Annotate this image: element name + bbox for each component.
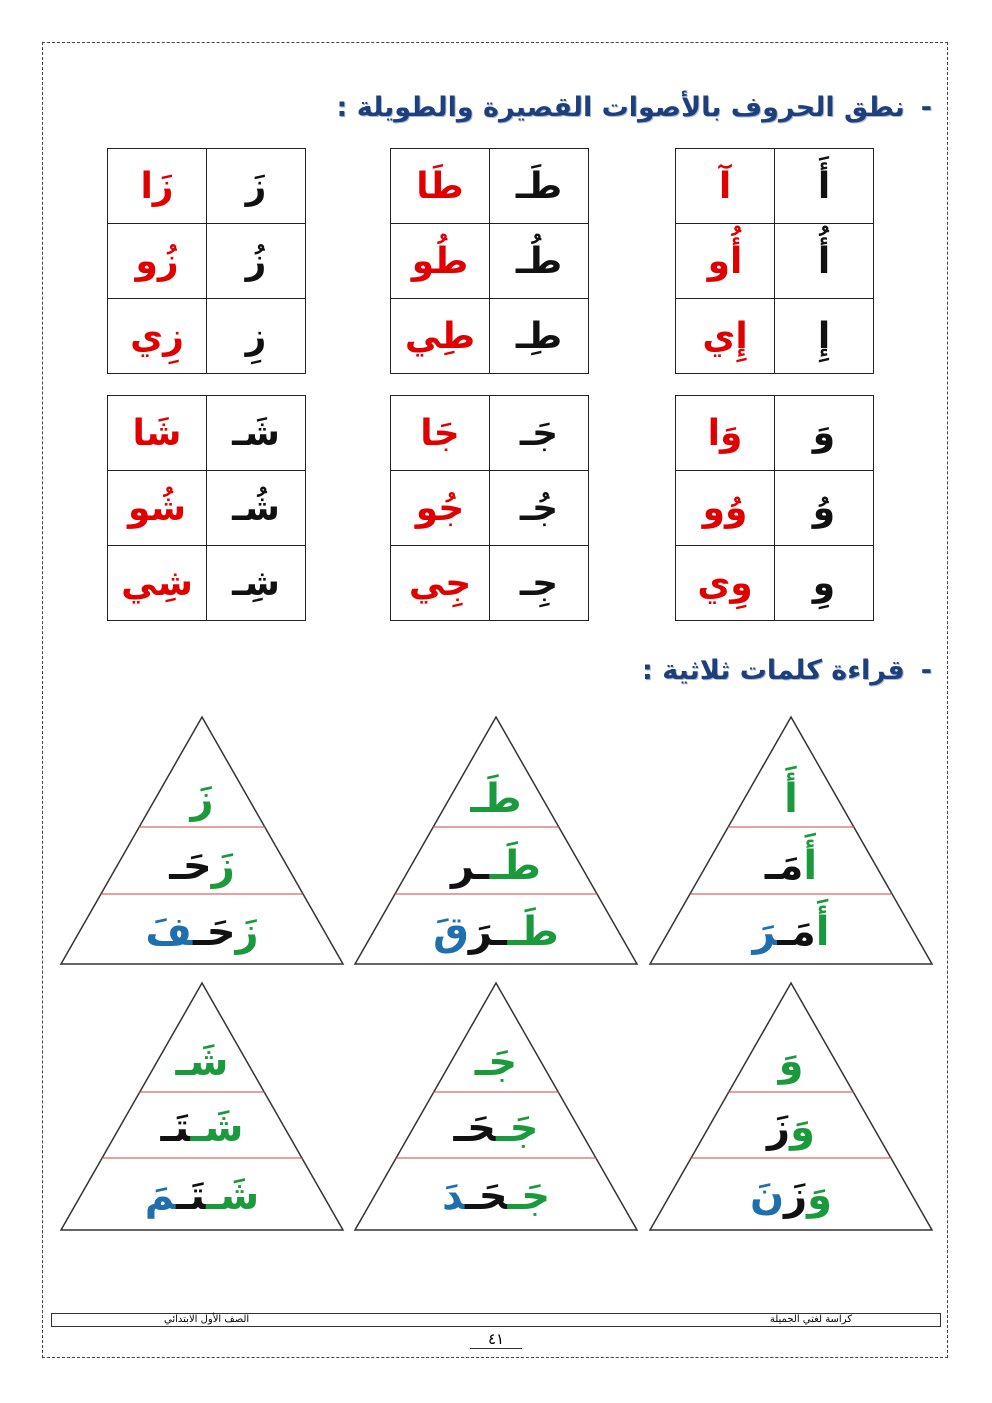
section-heading-reading [642, 655, 932, 686]
short-vowel-cell: زِ [207, 299, 306, 374]
letter-segment: مَـ [764, 843, 804, 889]
letter-segment: وَ [790, 1105, 815, 1151]
pyramid-sheen [59, 980, 345, 1232]
pyramid-line-1 [648, 1032, 934, 1092]
letter-segment: تَـ [176, 1173, 207, 1219]
pyramid-line-1 [648, 769, 934, 829]
pyramid-line-1 [59, 769, 345, 829]
letter-segment: شَـ [190, 1105, 244, 1151]
letter-segment: جَـ [496, 1105, 539, 1151]
long-vowel-cell: زَا [108, 149, 207, 224]
short-vowel-cell: إِ [775, 299, 874, 374]
short-vowel-cell: جِـ [490, 546, 589, 621]
letter-segment: قَ [433, 909, 469, 955]
letter-segment: طَـ [489, 843, 541, 889]
letter-segment: زَ [784, 1173, 808, 1219]
long-vowel-cell: زُو [108, 224, 207, 299]
letter-segment: شَـ [175, 1039, 229, 1085]
short-vowel-cell: شَـ [207, 396, 306, 471]
pyramid-line-2 [648, 836, 934, 896]
letter-table-zay [107, 148, 306, 374]
long-vowel-cell: طَا [391, 149, 490, 224]
page-number: ٤١ [487, 1330, 505, 1348]
table-row [676, 224, 874, 299]
short-vowel-cell: طُـ [490, 224, 589, 299]
table-row [108, 546, 306, 621]
table-row [108, 149, 306, 224]
table-row [391, 224, 589, 299]
short-vowel-cell: طِـ [490, 299, 589, 374]
long-vowel-cell: زِي [108, 299, 207, 374]
table-row [391, 546, 589, 621]
letter-segment: زَ [190, 776, 214, 822]
short-vowel-cell: زَ [207, 149, 306, 224]
pyramid-line-2 [59, 1098, 345, 1158]
letter-segment: أَ [803, 843, 818, 889]
table-row [391, 396, 589, 471]
long-vowel-cell: وُو [676, 471, 775, 546]
letter-segment: تَـ [160, 1105, 191, 1151]
letter-segment: مَ [144, 1173, 177, 1219]
table-row [676, 149, 874, 224]
long-vowel-cell: شِي [108, 546, 207, 621]
pyramid-jeem [353, 980, 639, 1232]
short-vowel-cell: شُـ [207, 471, 306, 546]
short-vowel-cell: زُ [207, 224, 306, 299]
letter-segment: مَـ [777, 909, 816, 955]
long-vowel-cell: طِي [391, 299, 490, 374]
long-vowel-cell: إِي [676, 299, 775, 374]
letter-segment: شَـ [206, 1173, 260, 1219]
letter-segment: جَـ [507, 1173, 551, 1219]
long-vowel-cell: آ [676, 149, 775, 224]
letter-segment: ـرَ [468, 909, 508, 955]
long-vowel-cell: وِي [676, 546, 775, 621]
long-vowel-cell: وَا [676, 396, 775, 471]
heading-text: قراءة كلمات ثلاثية : [642, 655, 905, 686]
short-vowel-cell: وَ [775, 396, 874, 471]
letter-segment: أَ [815, 909, 830, 955]
letter-segment: طَـ [507, 909, 559, 955]
letter-segment: دَ [441, 1173, 466, 1219]
short-vowel-cell: أَ [775, 149, 874, 224]
table-row [391, 149, 589, 224]
short-vowel-cell: أُ [775, 224, 874, 299]
pyramid-zay [59, 714, 345, 966]
long-vowel-cell: أُو [676, 224, 775, 299]
long-vowel-cell: جَا [391, 396, 490, 471]
letter-segment: أَ [784, 776, 798, 822]
letter-segment: طَـ [470, 776, 522, 822]
letter-table-waw [675, 395, 874, 621]
table-row [108, 396, 306, 471]
pyramid-line-2 [353, 1098, 639, 1158]
pyramid-line-3 [59, 902, 345, 962]
letter-segment: وَ [778, 1039, 804, 1085]
pyramid-line-1 [353, 769, 639, 829]
pyramid-line-2 [648, 1098, 934, 1158]
footer-bar [51, 1313, 941, 1327]
pyramid-line-2 [59, 836, 345, 896]
table-row [391, 299, 589, 374]
table-row [391, 471, 589, 546]
table-row [676, 299, 874, 374]
letter-segment: حَـ [465, 1173, 508, 1219]
table-row [108, 224, 306, 299]
footer-grade: الصف الأول الابتدائي [164, 1314, 250, 1325]
pyramid-line-3 [59, 1166, 345, 1226]
letter-segment: جَـ [474, 1039, 518, 1085]
short-vowel-cell: طَـ [490, 149, 589, 224]
letter-table-alef [675, 148, 874, 374]
table-row [676, 546, 874, 621]
short-vowel-cell: جُـ [490, 471, 589, 546]
long-vowel-cell: شُو [108, 471, 207, 546]
short-vowel-cell: وِ [775, 546, 874, 621]
letter-segment: حَـ [193, 909, 236, 955]
letter-segment: زَ [211, 843, 235, 889]
letter-segment: رَ [752, 909, 778, 955]
long-vowel-cell: جِي [391, 546, 490, 621]
section-heading-pronunciation [337, 92, 933, 123]
heading-dash: - [920, 92, 932, 123]
heading-text: نطق الحروف بالأصوات القصيرة والطويلة : [336, 92, 905, 123]
long-vowel-cell: طُو [391, 224, 490, 299]
page-number-underline [470, 1348, 522, 1349]
letter-segment: نَ [749, 1173, 785, 1219]
letter-segment: حَـ [169, 843, 212, 889]
pyramid-line-3 [353, 1166, 639, 1226]
long-vowel-cell: شَا [108, 396, 207, 471]
pyramid-line-3 [353, 902, 639, 962]
letter-table-taa [390, 148, 589, 374]
letter-segment: فَ [145, 909, 194, 955]
pyramid-line-3 [648, 902, 934, 962]
letter-table-sheen [107, 395, 306, 621]
letter-table-jeem [390, 395, 589, 621]
letter-segment: وَ [807, 1173, 833, 1219]
short-vowel-cell: شِـ [207, 546, 306, 621]
pyramid-taa [353, 714, 639, 966]
pyramid-waw [648, 980, 934, 1232]
pyramid-line-1 [59, 1032, 345, 1092]
letter-segment: حَـ [453, 1105, 496, 1151]
table-row [676, 396, 874, 471]
short-vowel-cell: وُ [775, 471, 874, 546]
table-row [108, 299, 306, 374]
table-row [108, 471, 306, 546]
table-row [676, 471, 874, 546]
letter-segment: زَ [767, 1105, 791, 1151]
heading-dash: - [920, 655, 932, 686]
pyramid-line-2 [353, 836, 639, 896]
long-vowel-cell: جُو [391, 471, 490, 546]
pyramid-line-3 [648, 1166, 934, 1226]
pyramid-line-1 [353, 1032, 639, 1092]
letter-segment: ـر [451, 843, 490, 889]
short-vowel-cell: جَـ [490, 396, 589, 471]
footer-book-title: كراسة لغتي الجميلة [769, 1314, 852, 1325]
pyramid-alef [648, 714, 934, 966]
letter-segment: زَ [235, 909, 259, 955]
